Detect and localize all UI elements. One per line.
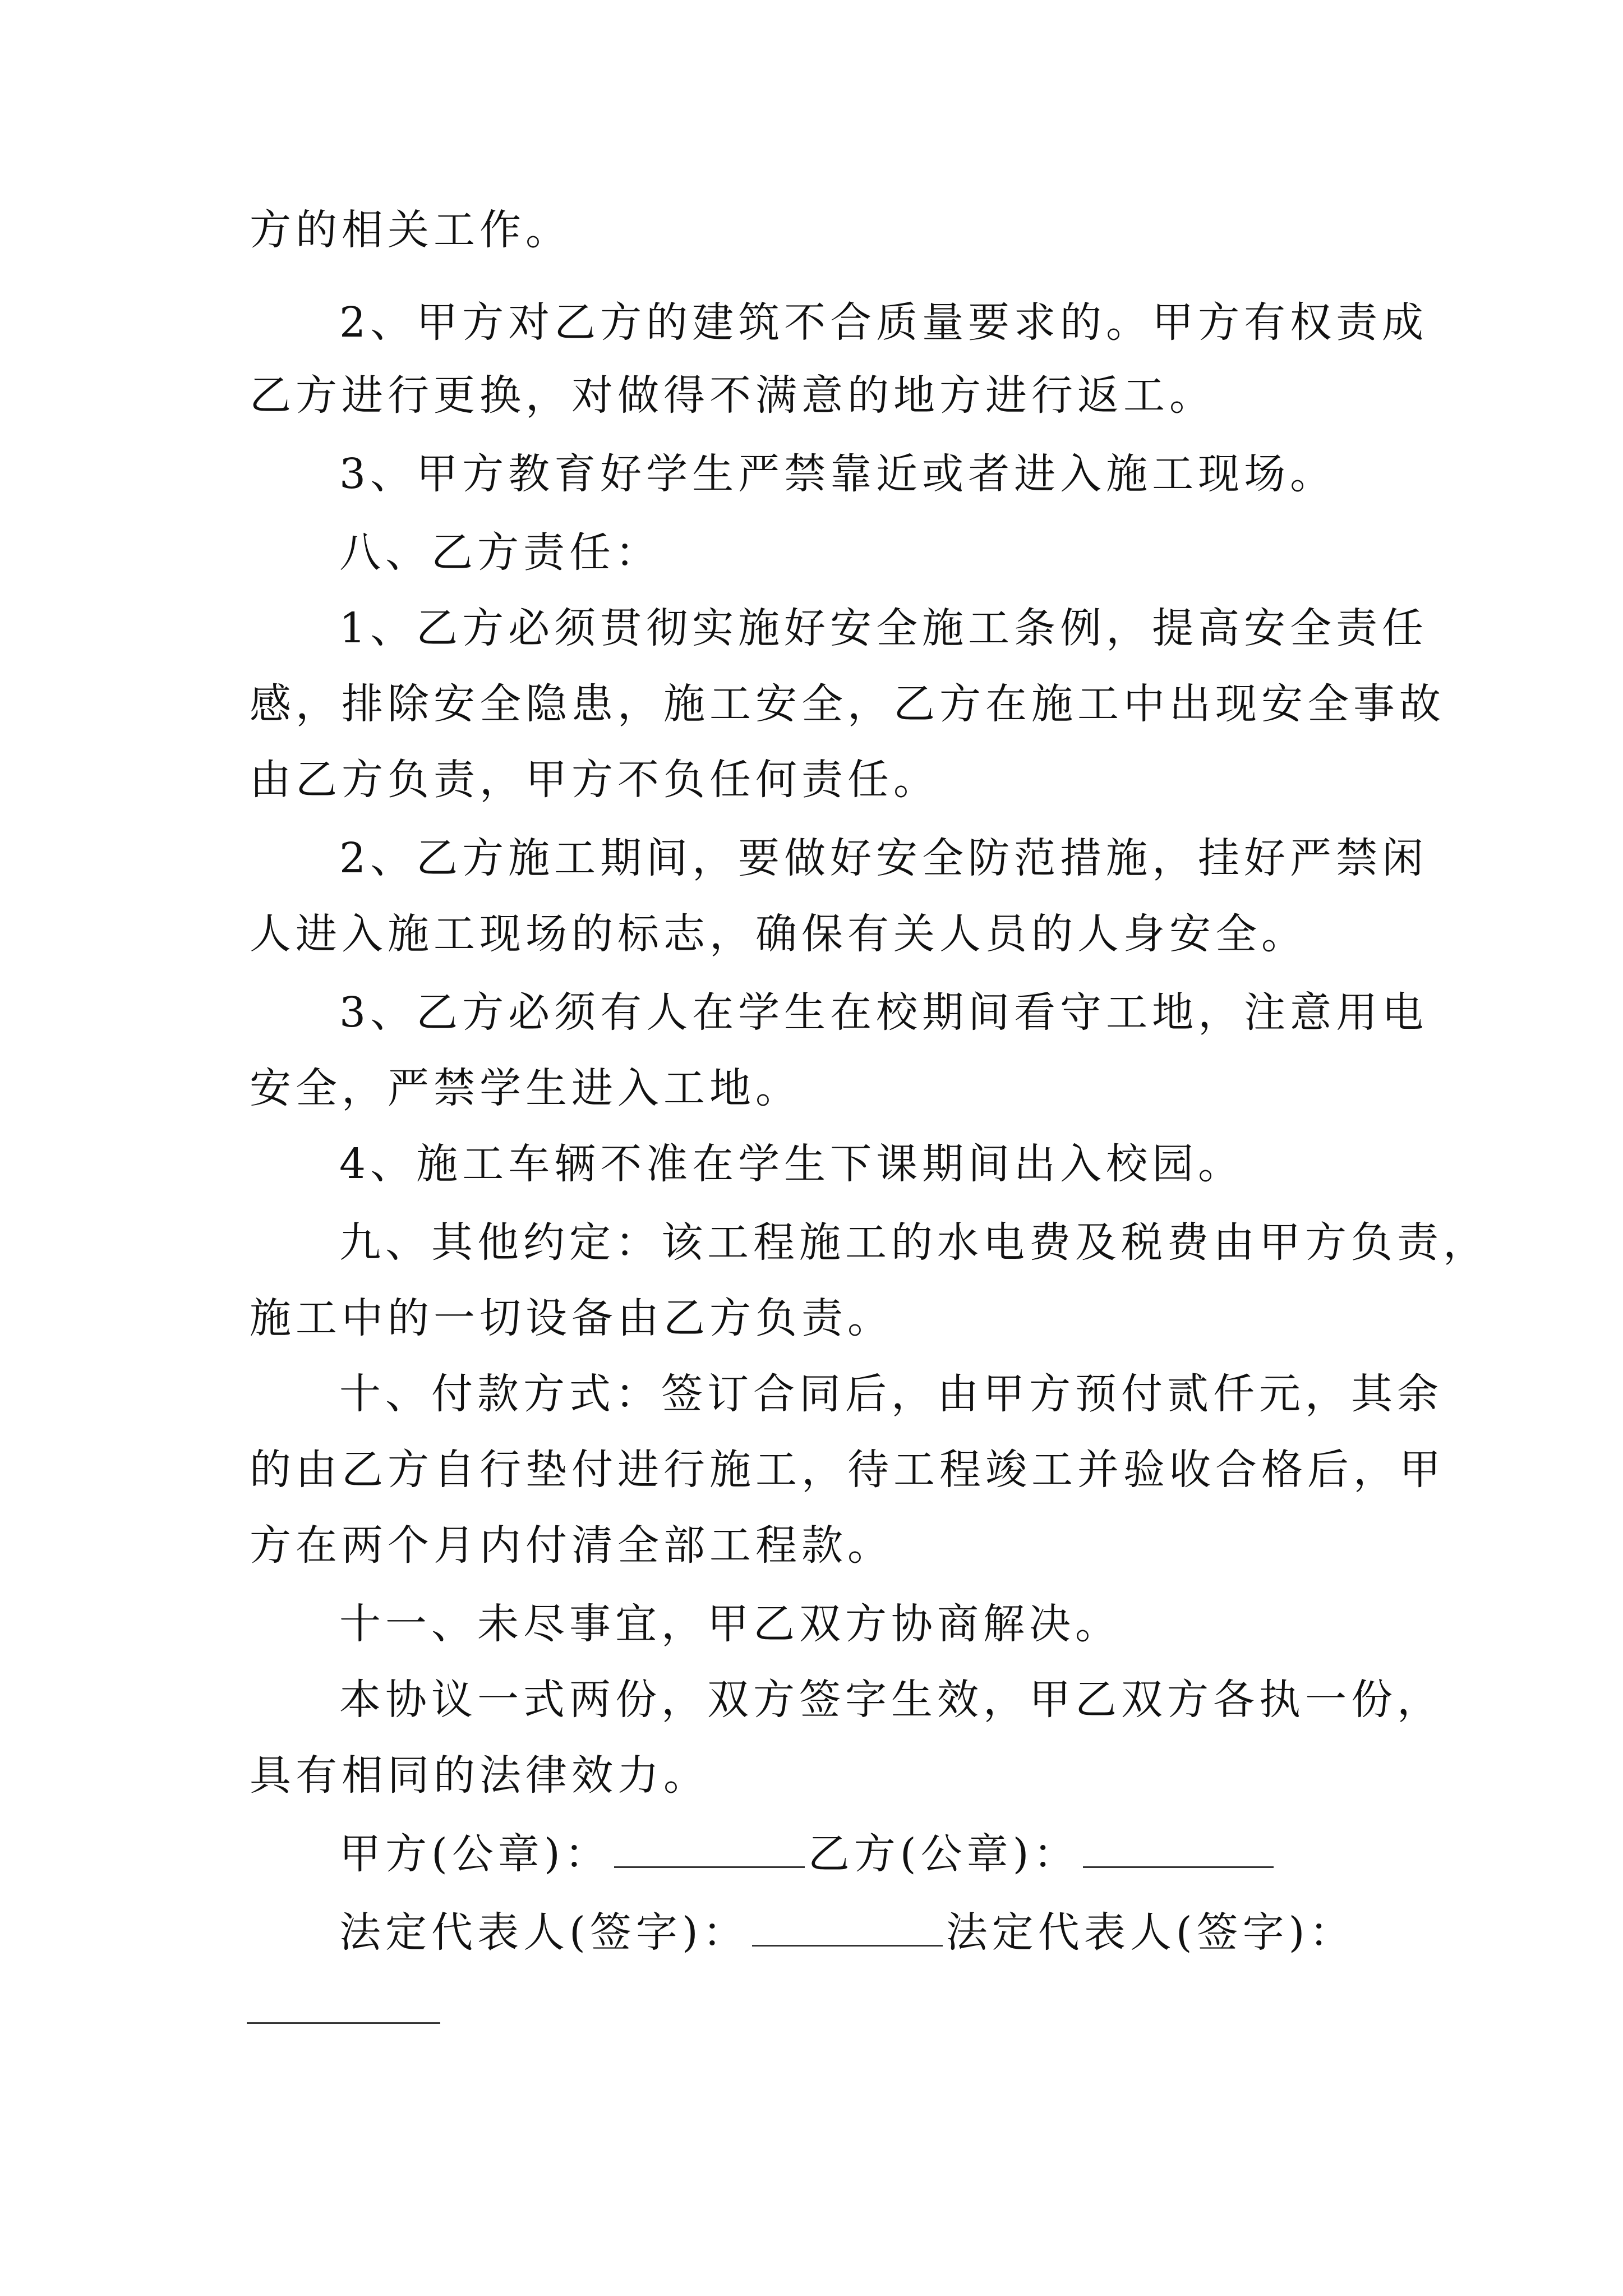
signature-line [339,1907,1355,1958]
text-line: 具有相同的法律效力。 [250,1751,709,1800]
section-heading: 九、其他约定：该工程施工的水电费及税费由甲方负责， [339,1218,1489,1267]
section-heading: 八、乙方责任： [339,528,661,577]
text-line: 2、乙方施工期间，要做好安全防范措施，挂好严禁闲 [339,834,1428,882]
text-line: 由乙方负责，甲方不负任何责任。 [250,756,939,804]
text-line: 4、施工车辆不准在学生下课期间出入校园。 [339,1140,1244,1188]
rep-b-label: 法定代表人(签字)： [946,1908,1355,1957]
party-a-seal-blank [614,1833,805,1868]
section-heading: 十、付款方式：签订合同后，由甲方预付贰仟元，其余 [339,1370,1443,1418]
text-line: 1、乙方必须贯彻实施好安全施工条例，提高安全责任 [339,604,1428,652]
text-line: 人进入施工现场的标志，确保有关人员的人身安全。 [250,910,1307,958]
text-line: 3、乙方必须有人在学生在校期间看守工地，注意用电 [339,988,1428,1037]
seal-line [339,1829,1277,1879]
text-line: 感，排除安全隐患，施工安全，乙方在施工中出现安全事故 [250,680,1445,728]
text-line: 施工中的一切设备由乙方负责。 [250,1294,893,1342]
rep-a-blank [752,1911,943,1947]
text-line: 2、甲方对乙方的建筑不合质量要求的。甲方有权责成 [339,298,1428,347]
text-line: 安全，严禁学生进入工地。 [250,1064,801,1112]
text-line: 3、甲方教育好学生严禁靠近或者进入施工现场。 [339,450,1336,498]
text-line: 的由乙方自行垫付进行施工，待工程竣工并验收合格后，甲 [250,1446,1445,1494]
text-line: 方在两个月内付清全部工程款。 [250,1521,893,1570]
rep-b-blank [247,2022,440,2024]
party-b-seal-label: 乙方(公章)： [808,1830,1080,1878]
party-a-seal-label: 甲方(公章)： [339,1830,611,1878]
rep-a-label: 法定代表人(签字)： [339,1908,749,1957]
text-line: 本协议一式两份，双方签字生效，甲乙双方各执一份， [339,1676,1443,1724]
text-line: 乙方进行更换，对做得不满意的地方进行返工。 [250,371,1215,420]
text-line: 方的相关工作。 [250,206,571,254]
section-heading: 十一、未尽事宜，甲乙双方协商解决。 [339,1600,1121,1648]
party-b-seal-blank [1083,1833,1274,1868]
